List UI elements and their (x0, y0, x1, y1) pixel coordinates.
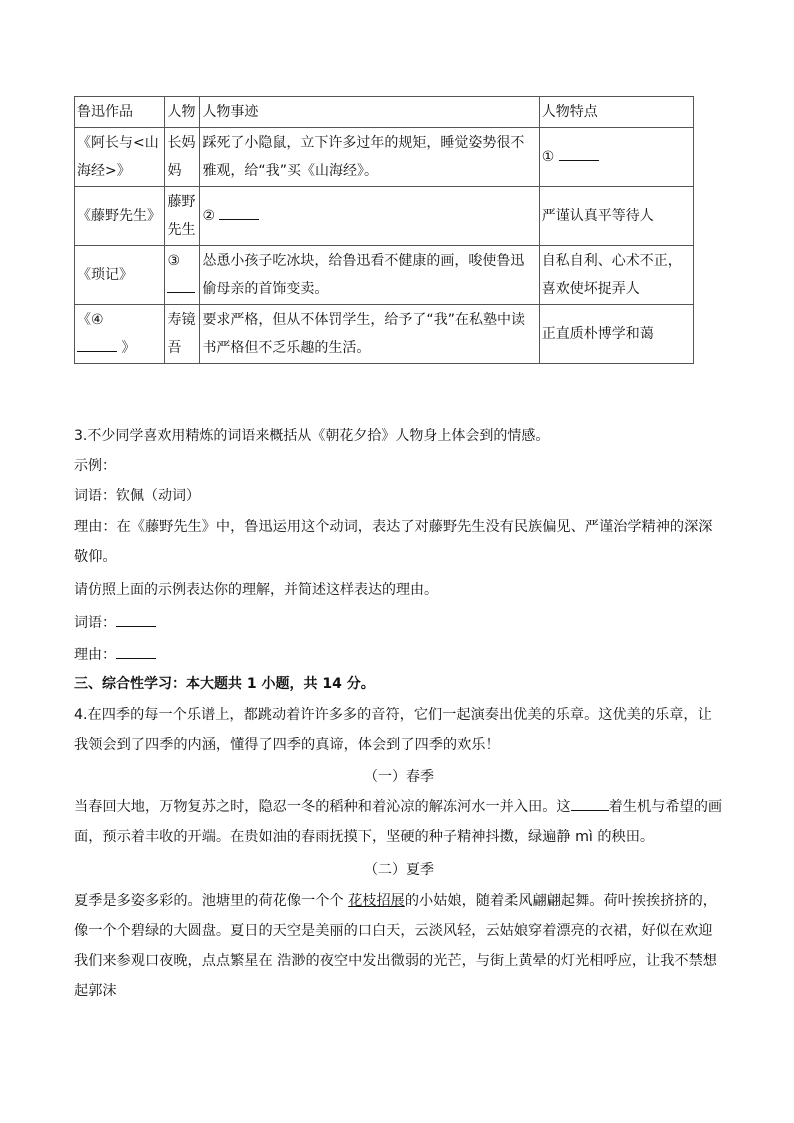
deeds-cell: 怂恿小孩子吃冰块，给鲁迅看不健康的画，唆使鲁迅偷母亲的首饰变卖。 (200, 246, 539, 305)
summer-text-a: 夏季是多姿多彩的。池塘里的荷花像一个个 (74, 893, 349, 909)
answer-blank[interactable] (559, 146, 599, 161)
q3-instruction: 请仿照上面的示例表达你的理解，并简述这样表达的理由。 (74, 582, 438, 598)
header-cell: 鲁迅作品 (75, 97, 165, 128)
spring-text-b: 着生机与希望的画面，预示着丰收的开端。在贵如油的春雨抚摸下，坚硬的种子精神抖擞，绿遍静 mì 的秧田。 (74, 799, 723, 845)
table-row (75, 128, 694, 187)
person-cell (165, 246, 200, 305)
traits-cell: 自私自利、心术不正，喜欢使坏捉弄人 (539, 246, 693, 305)
q4-intro: 4.在四季的每一个乐谱上，都跳动着许许多多的音符，它们一起演奏出优美的乐章。这优美的乐章，让我领会到了四季的内涵，懂得了四季的真谛，体会到了四季的欢乐！ (74, 707, 712, 753)
blank-number: ① (541, 149, 555, 165)
section-heading: 三、综合性学习：本大题共 1 小题，共 14 分。 (74, 676, 375, 692)
summer-paragraph (74, 886, 724, 1006)
person-cell: 藤野先生 (165, 187, 200, 246)
word-label: 词语： (74, 615, 116, 631)
work-cell (75, 305, 165, 364)
traits-cell: 正直质朴博学和蔼 (539, 305, 693, 364)
reason-answer-blank[interactable] (116, 644, 156, 659)
deeds-cell (200, 187, 539, 246)
word-answer-blank[interactable] (116, 612, 156, 627)
summer-text-b: 的小姑娘，随着柔风翩翩起舞。荷叶挨挨挤挤的，像一个个碧绿的大圆盘。夏日的天空是美丽的口白天，云淡风轻，云姑娘穿着漂亮的衣裙，好似在欢迎我们来参观口夜晚，点点繁星在 浩渺的夜空中发出微弱的光芒，与街上黄晕的灯光相呼应，让我不禁想起郭沫 (74, 893, 717, 999)
blank-number: 《④ (77, 312, 104, 328)
deeds-cell: 要求严格，但从不体罚学生，给予了“我”在私塾中读书严格但不乏乐趣的生活。 (200, 305, 539, 364)
deeds-cell: 踩死了小隐鼠，立下许多过年的规矩，睡觉姿势很不雅观，给“我”买《山海经》。 (200, 128, 539, 187)
work-cell: 《藤野先生》 (75, 187, 165, 246)
person-cell: 长妈妈 (165, 128, 200, 187)
bracket-close: 》 (121, 340, 136, 356)
blank-number: ③ (167, 253, 181, 269)
q3-reason-answer (74, 644, 724, 665)
spring-paragraph (74, 792, 724, 852)
answer-blank[interactable] (219, 205, 259, 220)
traits-cell: 严谨认真平等待人 (539, 187, 693, 246)
work-cell: 《阿长与<山海经>》 (75, 128, 165, 187)
spring-title: （一）春季 (364, 769, 434, 785)
underlined-phrase: 花枝招展 (348, 893, 405, 909)
spring-text-a: 当春回大地，万物复苏之时，隐忍一冬的稻种和着沁凉的解冻河水一并入田。这 (74, 799, 571, 815)
q3-example-word: 词语：钦佩（动词） (74, 488, 200, 504)
work-cell: 《琐记》 (75, 246, 165, 305)
table-row (75, 246, 694, 305)
summer-title: （二）夏季 (364, 862, 434, 878)
traits-cell (539, 128, 693, 187)
q3-example-reason: 理由：在《藤野先生》中，鲁迅运用这个动词，表达了对藤野先生没有民族偏见、严谨治学精神的深深敬仰。 (74, 519, 713, 565)
header-cell: 人物特点 (539, 97, 693, 128)
works-table (74, 96, 694, 364)
header-cell: 人物事迹 (200, 97, 539, 128)
q3-intro: 3.不少同学喜欢用精炼的词语来概括从《朝花夕拾》人物身上体会到的情感。 (74, 428, 550, 444)
table-header-row (75, 97, 694, 128)
reason-label: 理由： (74, 647, 116, 663)
spring-answer-blank[interactable] (571, 796, 609, 811)
answer-blank[interactable] (167, 278, 195, 293)
header-cell: 人物 (165, 97, 200, 128)
blank-number: ② (202, 208, 215, 224)
table-row (75, 187, 694, 246)
person-cell: 寿镜吾 (165, 305, 200, 364)
q3-word-answer (74, 612, 724, 633)
table-row (75, 305, 694, 364)
q3-example-label: 示例： (74, 458, 116, 474)
answer-blank[interactable] (77, 337, 117, 352)
